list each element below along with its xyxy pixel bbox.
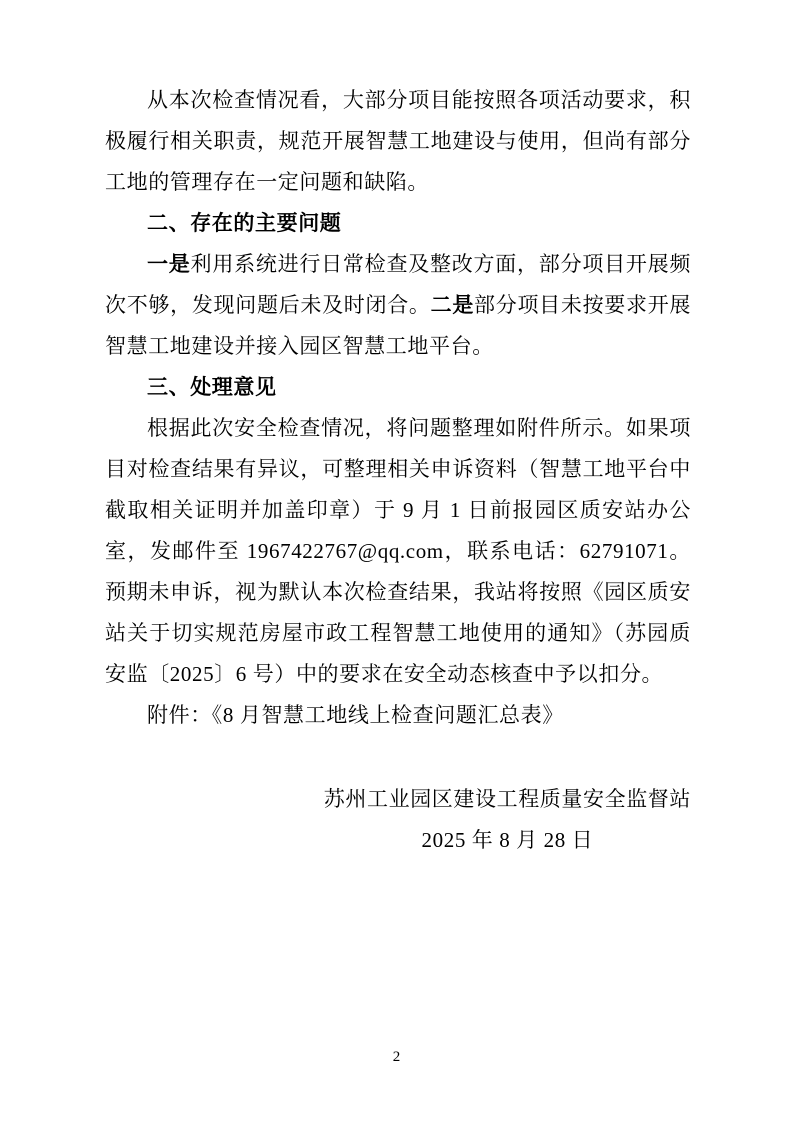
issue-1-text: 利用系统进行日常检查及整改方面，部分项目开展频次不够，发现问题后未及时闭合。 [105, 252, 691, 317]
page-number: 2 [392, 1049, 401, 1065]
issue-1-label: 一是 [147, 252, 191, 276]
signature-block [105, 779, 691, 861]
paragraph-handling-opinions: 根据此次安全检查情况，将问题整理如附件所示。如果项目对检查结果有异议，可整理相关申诉资料（智慧工地平台中截取相关证明并加盖印章）于 9 月 1 日前报园区质安站办公室，发邮件至 1967422767@qq.com，联系电话：62791071。预期未申诉，视为默认本次检查结果，我站将按照《园区质安站关于切实规范房屋市政工程智慧工地使用的通知》（苏园质安监〔2025〕6 号）中的要求在安全动态核查中予以扣分。 [105, 416, 691, 686]
paragraph-inspection-overview: 从本次检查情况看，大部分项目能按照各项活动要求，积极履行相关职责，规范开展智慧工地建设与使用，但尚有部分工地的管理存在一定问题和缺陷。 [105, 88, 691, 194]
heading-handling-opinions: 三、处理意见 [147, 376, 277, 399]
document-body [105, 80, 691, 861]
issue-2-text: 部分项目未按要求开展智慧工地建设并接入园区智慧工地平台。 [105, 293, 692, 358]
issue-2-label: 二是 [430, 293, 475, 317]
heading-main-problems: 二、存在的主要问题 [147, 212, 342, 235]
attachment-line: 附件：《8 月智慧工地线上检查问题汇总表》 [147, 703, 564, 727]
signature-inner [324, 779, 691, 861]
signature-date: 2025 年 8 月 28 日 [421, 828, 594, 852]
paragraph-issues [105, 244, 691, 367]
signature-org: 苏州工业园区建设工程质量安全监督站 [323, 787, 691, 811]
